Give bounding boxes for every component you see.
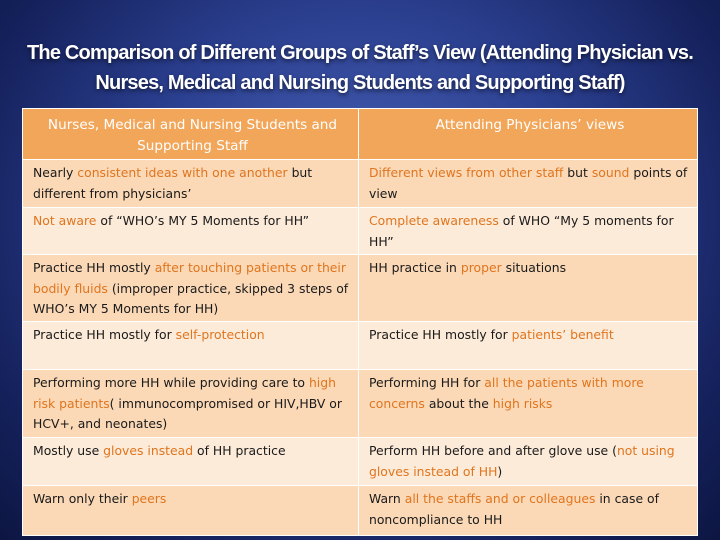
highlighted-text: peers	[131, 491, 167, 506]
title-line-1: The Comparison of Different Groups of Staff’s View (Attending Physician vs.	[26, 42, 693, 64]
cell-text: in case of noncompliance to HH	[369, 491, 659, 527]
highlighted-text: Complete awareness	[369, 213, 499, 228]
highlighted-text: sound	[591, 165, 630, 180]
cell-text: of HH practice	[193, 443, 286, 458]
table-row	[23, 255, 698, 322]
cell-text: of “WHO’s MY 5 Moments for HH”	[96, 213, 310, 228]
highlighted-text: self-protection	[175, 327, 265, 342]
cell-text: about the	[424, 395, 493, 411]
highlighted-text: Different views from other staff	[369, 165, 564, 180]
highlighted-text: patients’ benefit	[511, 327, 614, 342]
cell-text: Practice HH mostly	[33, 260, 155, 275]
cell-text: HH practice in	[369, 260, 461, 275]
cell-text: ( immunocompromised or HIV,HBV or HCV+, and neonates)	[33, 395, 342, 431]
highlighted-text: proper	[460, 260, 502, 275]
header-physician-views: Attending Physicians’ views	[359, 109, 698, 160]
cell-text: Nearly	[33, 165, 78, 180]
cell-staff-view	[23, 255, 359, 322]
highlighted-text: after touching patients or their bodily fluids	[33, 260, 346, 296]
table-row	[23, 486, 698, 536]
highlighted-text: all the staffs and or colleagues	[404, 491, 596, 506]
cell-physician-view	[359, 438, 698, 486]
highlighted-text: consistent ideas with one another	[77, 165, 288, 180]
cell-text: )	[497, 463, 503, 479]
cell-text: Warn	[369, 491, 405, 506]
slide-title	[20, 38, 700, 98]
cell-text: but different from physicians’	[33, 165, 313, 201]
cell-text: (improper practice, skipped 3 steps of WHO’s MY 5 Moments for HH)	[33, 280, 349, 316]
table-row	[23, 438, 698, 486]
cell-text: Practice HH mostly for	[33, 327, 176, 342]
cell-staff-view	[23, 370, 359, 438]
cell-text: Perform HH before and after glove use (	[369, 443, 617, 458]
cell-text: but	[563, 165, 592, 180]
header-staff-views: Nurses, Medical and Nursing Students and Supporting Staff	[23, 109, 359, 160]
cell-text: Warn only their	[33, 491, 132, 506]
table-row	[23, 370, 698, 438]
cell-physician-view	[359, 255, 698, 322]
highlighted-text: all the patients with more concerns	[369, 375, 644, 411]
highlighted-text: Not aware	[33, 213, 97, 228]
highlighted-text: not using gloves instead of HH	[369, 443, 675, 479]
cell-physician-view	[359, 322, 698, 370]
cell-text: of WHO “My 5 moments for HH”	[369, 213, 674, 249]
cell-text: situations	[501, 260, 567, 275]
cell-physician-view	[359, 208, 698, 255]
cell-physician-view	[359, 160, 698, 208]
cell-staff-view	[23, 438, 359, 486]
cell-staff-view	[23, 160, 359, 208]
cell-staff-view	[23, 322, 359, 370]
cell-text: Mostly use	[33, 443, 104, 458]
highlighted-text: gloves instead	[103, 443, 194, 458]
cell-text: Practice HH mostly for	[369, 327, 512, 342]
highlighted-text: high risks	[492, 395, 553, 411]
cell-physician-view	[359, 486, 698, 536]
cell-staff-view	[23, 208, 359, 255]
table-header-row	[23, 109, 698, 160]
cell-text: Performing HH for	[369, 375, 485, 390]
title-line-2: Nurses, Medical and Nursing Students and Supporting Staff)	[95, 72, 625, 94]
highlighted-text: high risk patients	[33, 375, 336, 411]
table-row	[23, 322, 698, 370]
table-row	[23, 160, 698, 208]
table-row	[23, 208, 698, 255]
comparison-table	[22, 108, 698, 536]
cell-physician-view	[359, 370, 698, 438]
cell-text: Performing more HH while providing care to	[33, 375, 309, 390]
cell-staff-view	[23, 486, 359, 536]
cell-text: points of view	[369, 165, 688, 201]
